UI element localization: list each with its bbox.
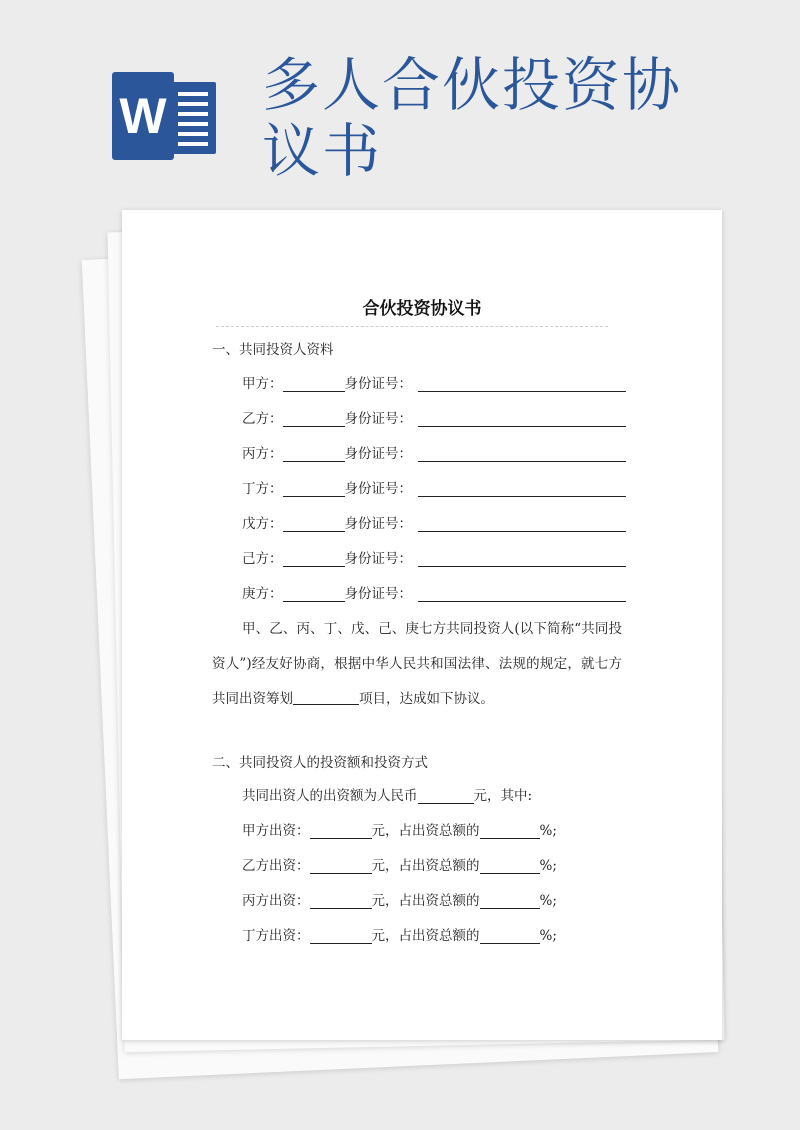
id-blank[interactable] (418, 585, 626, 602)
project-name-blank[interactable] (293, 690, 359, 705)
contribution-unit: 元，占出资总额的 (371, 858, 480, 874)
id-label: 身份证号： (344, 376, 412, 392)
total-prefix: 共同出资人的出资额为人民币 (242, 788, 418, 804)
name-blank[interactable] (283, 550, 345, 567)
id-label: 身份证号： (344, 446, 412, 462)
id-label: 身份证号： (344, 411, 412, 427)
investor-row (242, 582, 632, 602)
party-label: 乙方： (242, 411, 283, 427)
page-title: 多人合伙投资协议书 (262, 51, 683, 185)
id-blank[interactable] (418, 480, 626, 497)
investor-row (242, 372, 632, 392)
contribution-unit: 元，占出资总额的 (371, 823, 480, 839)
percent-blank[interactable] (480, 822, 540, 839)
id-label: 身份证号： (344, 516, 412, 532)
id-label: 身份证号： (344, 586, 412, 602)
section1-heading: 一、共同投资人资料 (212, 342, 334, 358)
contribution-row (242, 854, 642, 874)
word-icon-letter: W (112, 72, 174, 160)
section2-heading: 二、共同投资人的投资额和投资方式 (212, 755, 428, 771)
id-label: 身份证号： (344, 551, 412, 567)
investor-row (242, 407, 632, 427)
document-page (122, 210, 722, 1040)
percent-suffix: %; (539, 823, 557, 839)
name-blank[interactable] (283, 480, 345, 497)
percent-blank[interactable] (480, 857, 540, 874)
id-blank[interactable] (418, 375, 626, 392)
id-label: 身份证号： (344, 481, 412, 497)
percent-blank[interactable] (480, 927, 540, 944)
contribution-row (242, 889, 642, 909)
name-blank[interactable] (283, 515, 345, 532)
investor-row (242, 512, 632, 532)
amount-blank[interactable] (310, 927, 372, 944)
percent-suffix: %; (539, 928, 557, 944)
party-label: 丙方： (242, 446, 283, 462)
id-blank[interactable] (418, 550, 626, 567)
amount-blank[interactable] (310, 822, 372, 839)
total-investment-line (242, 784, 642, 804)
name-blank[interactable] (283, 375, 345, 392)
microsoft-word-icon (112, 72, 216, 160)
party-label: 庚方： (242, 586, 283, 602)
contribution-row (242, 924, 642, 944)
name-blank[interactable] (283, 585, 345, 602)
total-suffix: 元，其中: (473, 788, 533, 804)
contribution-unit: 元，占出资总额的 (371, 893, 480, 909)
percent-blank[interactable] (480, 892, 540, 909)
id-blank[interactable] (418, 445, 626, 462)
contribution-label: 甲方出资： (242, 823, 310, 839)
percent-suffix: %; (539, 893, 557, 909)
id-blank[interactable] (418, 410, 626, 427)
party-label: 丁方： (242, 481, 283, 497)
investor-row (242, 547, 632, 567)
agreement-paragraph (212, 612, 622, 717)
party-label: 己方： (242, 551, 283, 567)
contribution-unit: 元，占出资总额的 (371, 928, 480, 944)
contribution-row (242, 819, 642, 839)
investor-row (242, 477, 632, 497)
percent-suffix: %; (539, 858, 557, 874)
contribution-label: 乙方出资： (242, 858, 310, 874)
document-title: 合伙投资协议书 (362, 299, 482, 319)
amount-blank[interactable] (310, 857, 372, 874)
id-blank[interactable] (418, 515, 626, 532)
title-divider (216, 326, 608, 327)
contribution-label: 丙方出资： (242, 893, 310, 909)
party-label: 戊方： (242, 516, 283, 532)
agreement-text: 甲、乙、丙、丁、戊、己、庚七方共同投资人(以下简称“共同投资人”)经友好协商，根据中华人民共和国法律、法规的规定，就七方共同出资筹划 (212, 621, 622, 707)
amount-blank[interactable] (310, 892, 372, 909)
agreement-text-end: 项目，达成如下协议。 (359, 691, 494, 707)
investor-row (242, 442, 632, 462)
name-blank[interactable] (283, 410, 345, 427)
contribution-label: 丁方出资： (242, 928, 310, 944)
party-label: 甲方： (242, 376, 283, 392)
name-blank[interactable] (283, 445, 345, 462)
total-amount-blank[interactable] (418, 787, 474, 804)
